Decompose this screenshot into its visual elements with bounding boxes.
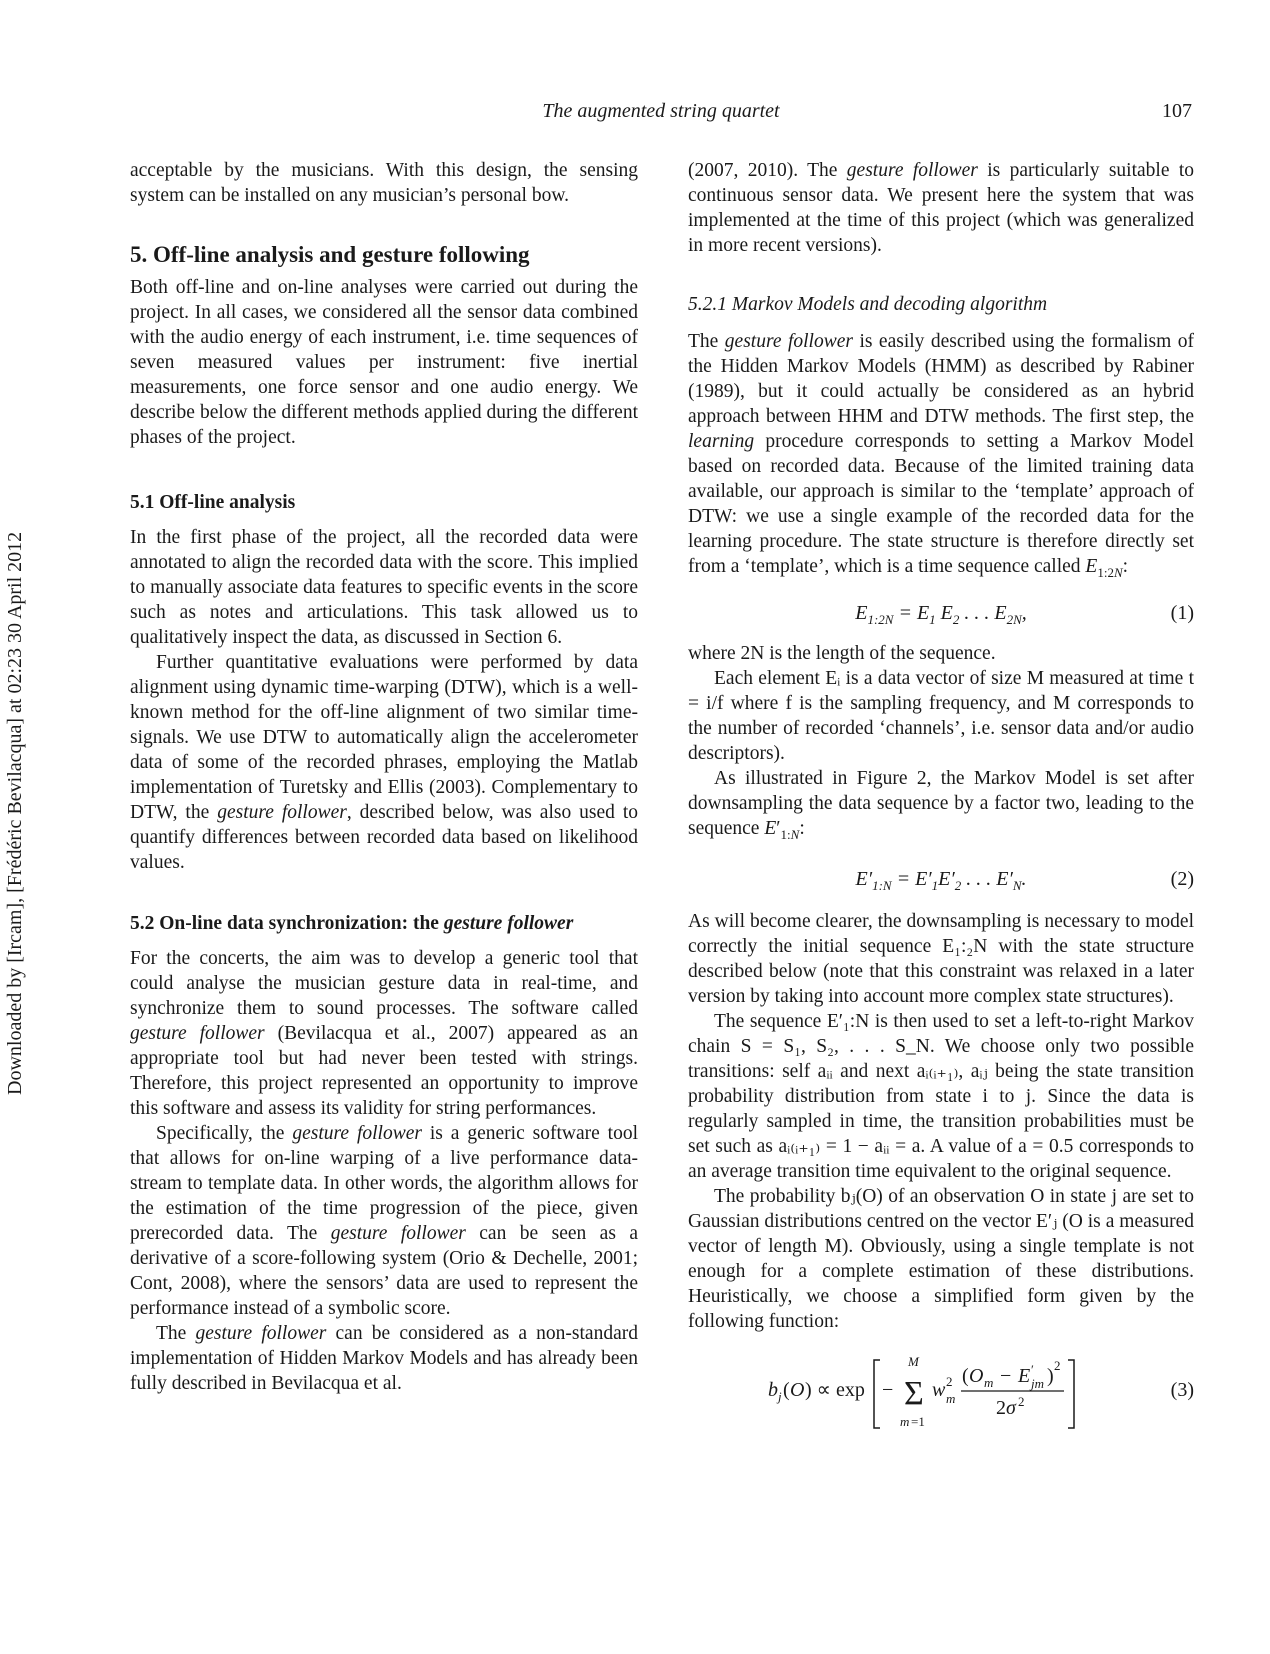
- paragraph: acceptable by the musicians. With this design, the sensing system can be installed on any musician’s personal bow.: [130, 160, 638, 206]
- svg-text:2: 2: [946, 1373, 953, 1389]
- equation-3-formula: [768, 1348, 1108, 1432]
- equation-3: [688, 1348, 1194, 1432]
- equation-number: (1): [1170, 601, 1194, 624]
- subsection-heading: 5.1 Off-line analysis: [130, 492, 296, 513]
- svg-text:2: 2: [996, 1396, 1006, 1419]
- svg-text:b: b: [768, 1378, 778, 1401]
- subsection-heading: 5.2 On-line data synchronization: the gesture follower: [130, 913, 574, 934]
- svg-text:(: (: [783, 1378, 790, 1401]
- download-notice: Downloaded by [Ircam], [Frédéric Bevilacqua] at 02:23 30 April 2012: [4, 531, 26, 1095]
- svg-text:m: m: [984, 1374, 994, 1390]
- paragraph: The gesture follower can be considered as a non-standard implementation of Hidden Markov Models and has already been fully described in Bevilacqua et al.: [130, 1323, 638, 1394]
- paragraph: As will become clearer, the downsampling is necessary to model correctly the initial sequence E₁:₂N with the state structure described below (note that this constraint was relaxed in a later version by taking into account more complex state structures).: [688, 910, 1194, 1007]
- svg-text:M: M: [908, 1353, 919, 1369]
- paragraph: As illustrated in Figure 2, the Markov Model is set after downsampling the data sequence by a factor two, leading to the sequence $E'_{1:N}$:: [688, 767, 1194, 842]
- right-column: [688, 158, 1194, 1432]
- running-title: The augmented string quartet: [542, 100, 780, 122]
- svg-text:−: −: [1000, 1364, 1012, 1387]
- paragraph: The probability bⱼ(O) of an observation O in state j are set to Gaussian distributions centred on the vector E′ⱼ (O is a measured vector of length M). Obviously, using a single template is not enough for a complete estimation of these distributions. Heuristically, we choose a simplified form given by the following function:: [688, 1185, 1194, 1332]
- page-number: 107: [1162, 100, 1192, 122]
- svg-text:2: 2: [1018, 1393, 1025, 1409]
- section-heading: 5. Off-line analysis and gesture following: [130, 242, 530, 267]
- svg-text:): ): [1047, 1364, 1054, 1387]
- paragraph: In the first phase of the project, all the recorded data were annotated to align the recorded data with the score. This implied to manually associate data features to specific events in the score such as notes and articulations. This task allowed us to qualitatively inspect the data, as discussed in Section 6.: [130, 527, 638, 648]
- svg-text:2: 2: [1054, 1357, 1061, 1373]
- svg-text:j: j: [778, 1388, 782, 1404]
- paragraph: Further quantitative evaluations were performed by data alignment using dynamic time-warping (DTW), which is a well-known method for the off-line alignment of two similar time-signals. We use DTW to automatically align the accelerometer data of some of the recorded phrases, employing the Matlab implementation of Turetsky and Ellis (2003). Complementary to DTW, the gesture follower, described below, was also used to quantify differences between recorded data based on likelihood values.: [130, 652, 639, 873]
- left-column: [130, 158, 638, 1396]
- svg-text:O: O: [790, 1378, 805, 1401]
- equation-1: $E_{1:2N} = E_1$ $E_2$ . . . $E_{2N}$, (1): [855, 601, 1194, 627]
- svg-text:(: (: [962, 1364, 969, 1387]
- paragraph: (2007, 2010). The gesture follower is particularly suitable to continuous sensor data. We present here the system that was implemented at the time of this project (which was generalized in more recent versions).: [688, 160, 1195, 256]
- running-head: [130, 100, 1192, 130]
- svg-text:E: E: [1018, 1364, 1031, 1387]
- svg-text:′: ′: [1031, 1361, 1034, 1377]
- paragraph: The gesture follower is easily described using the formalism of the Hidden Markov Models (HMM) as described by Rabiner (1989), but it could actually be considered as an hybrid approach between HHM and DTW methods. The first step, the learning procedure corresponds to setting a Markov Model based on recorded data. Because of the limited training data available, our approach is similar to the ‘template’ approach of DTW: we use a single example of the recorded data for the learning procedure. The state structure is therefore directly set from a ‘template’, which is a time sequence called $E_{1:2N}$:: [688, 331, 1194, 580]
- svg-text:m: m: [946, 1390, 956, 1406]
- svg-text:m: m: [900, 1413, 910, 1429]
- equation-number: (3): [1170, 1378, 1194, 1401]
- equation-2: $E'_{1:N} = E'_1E'_2$ . . . $E'_N$. (2): [855, 867, 1194, 893]
- svg-text:−: −: [882, 1378, 894, 1401]
- paragraph: Both off-line and on-line analyses were carried out during the project. In all cases, we considered all the sensor data combined with the audio energy of each instrument, i.e. time sequences of seven measured values per instrument: five inertial measurements, one force sensor and one audio energy. We describe below the different methods applied during the different phases of the project.: [130, 277, 638, 448]
- svg-text:Σ: Σ: [904, 1374, 924, 1412]
- subsubsection-heading: 5.2.1 Markov Models and decoding algorithm: [688, 294, 1048, 315]
- download-sidebar: [4, 531, 34, 1125]
- paragraph: Specifically, the gesture follower is a generic software tool that allows for on-line warping of a live performance data-stream to template data. In other words, the algorithm allows for the estimation of the time progression of the piece, given prerecorded data. The gesture follower can be seen as a derivative of a score-following system (Orio & Dechelle, 2001; Cont, 2008), where the sensors’ data are used to represent the performance instead of a symbolic score.: [130, 1123, 639, 1319]
- svg-text:) ∝ exp: ) ∝ exp: [805, 1378, 865, 1401]
- paragraph: Each element Eᵢ is a data vector of size M measured at time t = i/f where f is the sampling frequency, and M corresponds to the number of recorded ‘channels’, i.e. sensor data and/or audio descriptors).: [688, 667, 1194, 764]
- paragraph: where 2N is the length of the sequence.: [688, 642, 996, 664]
- svg-text:σ: σ: [1006, 1396, 1016, 1419]
- svg-text:w: w: [932, 1378, 946, 1401]
- paragraph: The sequence E′₁:N is then used to set a left-to-right Markov chain S = S₁, S₂, . . . S_N. We choose only two possible transitions: self aᵢᵢ and next aᵢ₍ᵢ₊₁₎, aᵢⱼ being the state transition probability distribution from state i to j. Since the data is regularly sampled in time, the transition probabilities must be set such as aᵢ₍ᵢ₊₁₎ = 1 − aᵢᵢ = a. A value of a = 0.5 corresponds to an average transition time equivalent to the original sequence.: [688, 1010, 1194, 1182]
- equation-number: (2): [1170, 867, 1194, 890]
- svg-text:=1: =1: [911, 1413, 925, 1429]
- svg-text:O: O: [969, 1364, 984, 1387]
- svg-text:jm: jm: [1031, 1375, 1044, 1391]
- paragraph: For the concerts, the aim was to develop a generic tool that could analyse the musician gesture data in real-time, and synchronize them to sound processes. The software called gesture follower (Bevilacqua et al., 2007) appeared as an appropriate tool but had never been tested with strings. Therefore, this project represented an opportunity to improve this software and assess its validity for string performances.: [130, 948, 639, 1119]
